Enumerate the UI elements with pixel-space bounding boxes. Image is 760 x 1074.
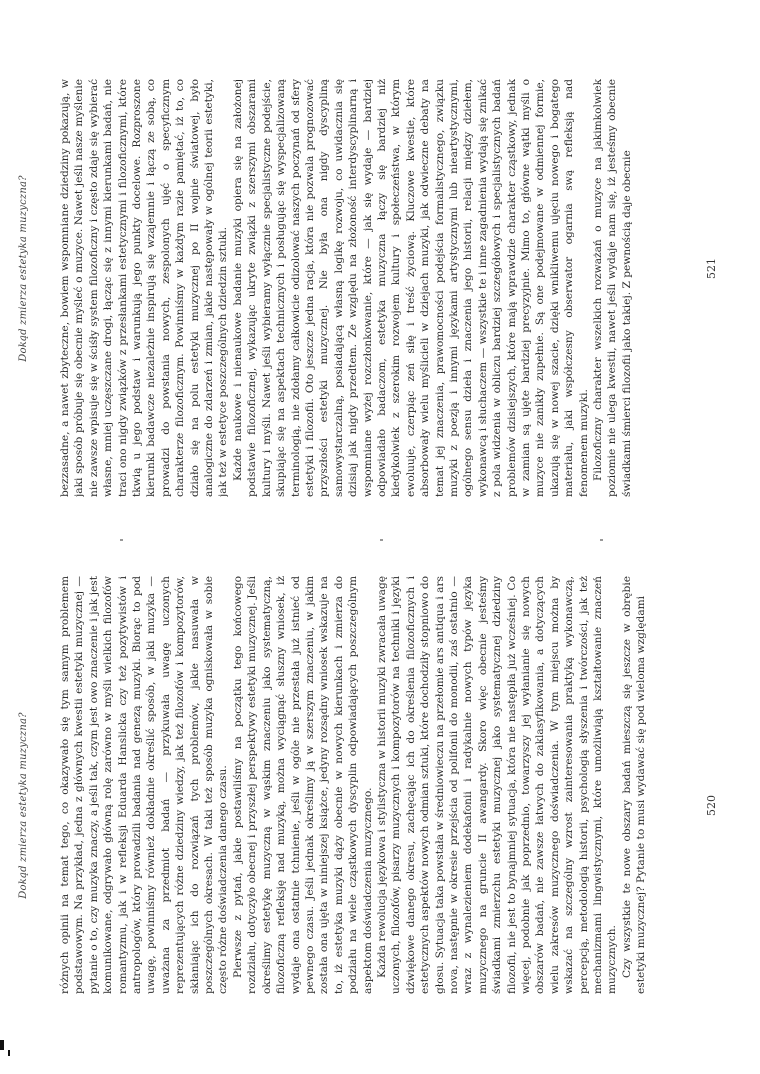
gutter-mark	[120, 539, 123, 541]
paragraph: Filozoficzny charakter wszelkich rozważań o muzyce na jakimkolwiek poziomie nie ulega kwestii, nawet jeśli wydaje nam się, iż jesteśmy obecnie świadkami śmierci filozofii jako takiej. Z pewnością daje obecnie	[592, 79, 633, 497]
running-header-right: Dokąd zmierza estetyka muzyczna?	[18, 175, 29, 362]
gutter-mark	[380, 539, 383, 541]
paragraph: Pierwsze z pytań, jakie postawiliśmy na początku tego końcowego rozdziału, dotyczyło obecnej i przyszłej perspektywy estetyki muzycznej. Jeśli określimy estetykę muzyczną w wąskim znaczeniu jako systematyczną, filozoficzną refleksję nad muzyką, można wyciągnąć słuszny wniosek, iż wydaje ona ostatnie tchnienie, jeśli w ogóle nie przestała już istnieć od pewnego czasu. Jeśli jednak określimy ją w szerszym znaczeniu, w jakim została ona ujęta w niniejszej książce, jedyny rozsądny wniosek wskazuje na to, iż estetyka muzyki dąży obecnie w nowych kierunkach i zmierza do podziału na wiele cząstkowych dyscyplin odpowiadających poszczególnym aspektom doświadczenia muzycznego.	[231, 576, 374, 994]
page-number-right: 521	[705, 258, 718, 279]
paragraph: Każda rewolucja językowa i stylistyczna w historii muzyki zwracała uwagę uczonych, filozofów, pisarzy muzycznych i kompozytorów na techniki i języki dźwiękowe danego okresu, zachęcając ich do określenia filozoficznych i estetycznych aspektów nowych odmian sztuki, które dochodziły stopniowo do głosu. Sytuacja taka powstała w średniowieczu na przełomie ars antiqua i ars nova, następnie w okresie przejścia od polifonii do monodii, zaś ostatnio — wraz z wynalezieniem dodekafonii i radykalnie nowych typów języka muzycznego na gruncie II awangardy. Skoro więc obecnie jesteśmy świadkami zmierzchu estetyki muzycznej jako systematycznej dziedziny filozofii, nie jest to bynajmniej sytuacja, która nie następiła już wcześniej. Co więcej, podobnie jak poprzednio, towarzyszy jej wyłanianie się nowych obszarów badań, nie zawsze łatwych do zaklasyfikowania, a dotyczących wielu zakresów muzycznego doświadczenia. W tym miejscu można by wskazać na szczególny wzrost zainteresowania praktyką wykonawczą, percepcją, metodologią historii, psychologią słyszenia i twórczości, jak też mechanizmami lingwistycznymi, które umożliwiają kształtowanie znaczeń muzycznych.	[375, 576, 619, 994]
right-page-body	[58, 79, 658, 497]
left-page	[0, 537, 760, 1074]
scan-edge-mark	[8, 1050, 10, 1056]
scan-edge-mark	[0, 1040, 4, 1050]
page-number-left: 520	[705, 795, 718, 816]
paragraph: Czy wszystkie te nowe obszary badań mieszczą się jeszcze w obrębie estetyki muzycznej? Pytanie to musi wydawać się pod wieloma względami	[620, 576, 648, 994]
running-header-left: Dokąd zmierza estetyka muzyczna?	[18, 712, 29, 899]
paragraph: Każde naukowe i nienaukowe badanie muzyki opiera się na założonej podstawie filozoficznej, wykazując ukryte związki z szerszymi obszarami kultury i myśli. Nawet jeśli wybieramy wyłącznie specjalistyczne podejście, skupiając się na aspektach technicznych i posługując się wyspecjalizowaną terminologią, nie zdołamy całkowicie odizolować naszych poczynań od sfery estetyki i filozofii. Oto jeszcze jedna racja, która nie pozwala prognozować przyszłości estetyki muzycznej. Nie była ona nigdy dyscypliną samowystarczalną, posiadającą własną logikę rozwoju, co uwidacznia się dzisiaj jak nigdy przedtem. Ze względu na złożoność interdyscyplinarną i wspomniane wyżej rozczłonkowanie, które — jak się wydaje — bardziej odpowiadało badaczom, estetyka muzyczna łączy się bardziej niż kiedykolwiek z szerokim rozwojem kultury i społeczeństwa, w którym ewoluuje, czerpiąc zeń siłę i treść życiową. Kluczowe kwestie, które absorbowały wielu myślicieli w dziejach muzyki, jak odwieczne debaty na temat jej znaczenia, prawomocności podejścia formalistycznego, związku muzyki z poezją i innymi językami artystycznymi lub nieartystycznymi, ogólnego sensu dzieła i znaczenia jego historii, relacji między dziełem, wykonawcą i słuchaczem — wszystkie te i inne zagadnienia wydają się znikać z pola widzenia w obliczu bardziej szczegółowych i specjalistycznych badań problemów dzisiejszych, które mają wprawdzie charakter cząstkowy, jednak w zamian są ujęte bardziej precyzyjnie. Mimo to, główne wątki myśli o muzyce nie zanikły zupełnie. Są one podejmowane w odmiennej formie, ukazują się w nowej szacie, dzięki wnikliwemu ujęciu nowego i bogatego materiału, jaki współczesny obserwator ogarnia swą refleksją nad fenomenem muzyki.	[231, 79, 590, 497]
paragraph: różnych opinii na temat tego, co okazywało się tym samym problemem podstawowym. Na przykład, jedna z głównych kwestii estetyki muzycznej — pytanie o to, czy muzyka znaczy, a jeśli tak, czym jest owo znaczenie i jak jest komunikowane, odgrywało główną rolę zarówno w myśli wielkich filozofów romantyzmu, jak i w refleksji Eduarda Hanslicka czy też pozytywistów i antropologów, który prowadzili badania nad genezą muzyki. Biorąc to pod uwagę, powinniśmy również dokładnie określić sposób, w jaki muzyka — uważana za przedmiot badań — przykuwała uwagę uczonych reprezentujących różne dziedziny wiedzy, jak też filozofów i kompozytorów, skłaniając ich do rozwiązań tych problemów, jakie nasuwała w poszczególnych okresach. W taki też sposób muzyka ogniskowała w sobie często różne doświadczenia danego czasu.	[59, 576, 230, 994]
gutter-mark	[600, 539, 603, 541]
paragraph: bezzasadne, a nawet zbyteczne, bowiem wspomniane dziedziny pokazują, w jaki sposób próbuje się obecnie myśleć o muzyce. Nawet jeśli nasze myślenie nie zawsze wpisuje się w ściśły system filozoficzny i często zdaje się wybierać własne, mniej uczęszczane drogi, łącząc się z innymi kierunkami badań, nie traci ono nigdy związków z przesłankami estetycznymi i filozoficznymi, które tkwią u jego podstaw i warunkują jego punkty docelowe. Rozproszone kierunki badawcze niezależnie inspirują się wzajemnie i łączą ze sobą, co prowadzi do powstania nowych, zespolonych ujęć o specyficznym charakterze filozoficznym. Powinniśmy w każdym razie pamiętać, iż to, co działo się na polu estetyki muzycznej po II wojnie światowej, było analogiczne do zdarzeń i zmian, jakie następowały w ogólnej teorii estetyki, jak też w estetyce poszczególnych dziedzin sztuki.	[59, 79, 230, 497]
left-page-body	[58, 576, 658, 994]
